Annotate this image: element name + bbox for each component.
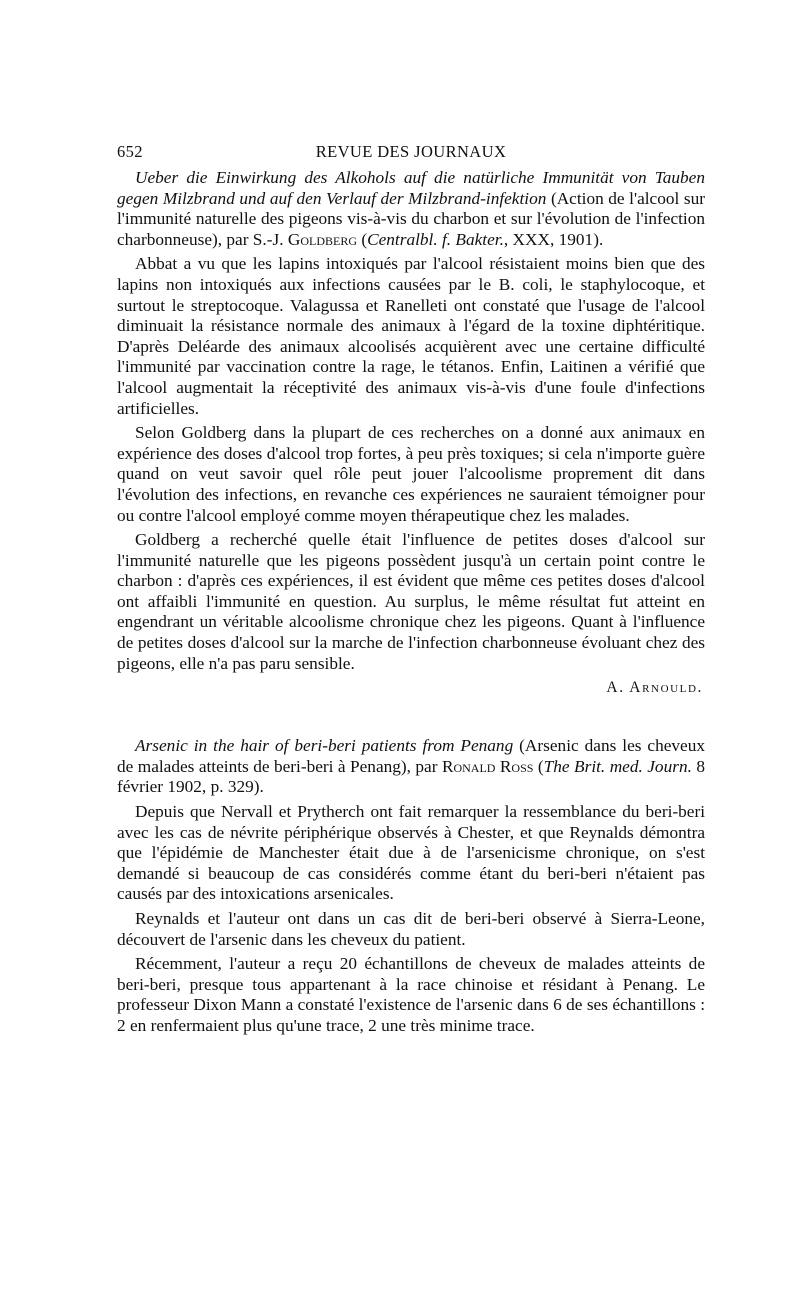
article-title-translation: (Action de l'alcool sur l'immunité naturelle des pigeons vis-à-vis du charbon et sur l'évolution de l'infection charbonneuse), par	[117, 188, 705, 249]
body-paragraph: Abbat a vu que les lapins intoxiqués par l'alcool résistaient moins bien que des lapins non intoxiqués aux infections causées par le B. coli, le staphylocoque, et surtout le streptocoque. Valagussa et Ranelleti ont constaté que l'usage de l'alcool diminuait la résistance normale des animaux à l'égard de la toxine diphtéritique. D'après Deléarde des animaux alcoolisés acquièrent avec une certaine difficulté l'immunité par vaccination contre la rage, le tétanos. Enfin, Laitinen a vérifié que l'alcool augmentait la réceptivité des animaux vis-à-vis d'une foule d'infections artificielles.	[117, 254, 705, 418]
body-paragraph: Depuis que Nervall et Prytherch ont fait remarquer la ressemblance du beri-beri avec les cas de névrite périphérique observés à Chester, et que Reynalds démontra que l'épidémie de Manchester était due à de l'arsenicisme chronique, on s'est demandé si beaucoup de cas considérés comme étant du beri-beri n'étaient pas causés par des intoxications arsenicales.	[117, 802, 705, 904]
source-details: , XXX, 1901).	[503, 229, 604, 249]
article-citation	[117, 736, 705, 798]
body-paragraph: Selon Goldberg dans la plupart de ces recherches on a donné aux animaux en expérience des doses d'alcool trop fortes, à peu près toxiques; si cela n'importe guère quand on veut savoir quel rôle peut jouer l'alcoolisme proprement dit dans l'évolution des infections, en revanche ces expériences ne sauraient témoigner pour ou contre l'alcool employé comme moyen thérapeutique chez les malades.	[117, 423, 705, 525]
body-paragraph: Récemment, l'auteur a reçu 20 échantillons de cheveux de malades atteints de beri-beri, presque tous appartenant à la race chinoise et résidant à Penang. Le professeur Dixon Mann a constaté l'existence de l'arsenic dans 6 de ses échantillons : 2 en renfermaient plus qu'une trace, 2 une très minime trace.	[117, 954, 705, 1035]
body-paragraph: Reynalds et l'auteur ont dans un cas dit de beri-beri observé à Sierra-Leone, découvert de l'arsenic dans les cheveux du patient.	[117, 909, 705, 949]
article-separator	[117, 698, 705, 736]
source-open: (	[533, 756, 544, 776]
article-arsenic-beriberi	[117, 736, 705, 1036]
author-name: Goldberg	[287, 229, 358, 249]
source-journal: The Brit. med. Journ.	[543, 756, 692, 776]
body-paragraph: Goldberg a recherché quelle était l'influence de petites doses d'alcool sur l'immunité naturelle que les pigeons possèdent jusqu'à un certain point contre le charbon : d'après ces expériences, il est évident que même ces petites doses d'alcool ont affaibli l'immunité en question. Au surplus, le même résultat fut atteint en engendrant un véritable alcoolisme chronique chez les pigeons. Quant à l'influence de petites doses d'alcool sur la marche de l'infection charbonneuse évoluant chez des pigeons, elle n'a pas paru sensible.	[117, 530, 705, 673]
article-title-original: Arsenic in the hair of beri-beri patients from Penang	[135, 736, 514, 756]
source-journal: Centralbl. f. Bakter.	[367, 229, 504, 249]
article-title-original: Ueber die Einwirkung des Alkohols auf die natürliche Immunität von Tauben gegen Milzbrand und auf den Verlauf der Milzbrand-infektion	[117, 168, 705, 208]
running-head	[117, 142, 705, 168]
article-alcohol-immunity	[117, 168, 705, 698]
page-number: 652	[117, 142, 143, 161]
article-title-translation: (Arsenic dans les cheveux de malades atteints de beri-beri à Penang), par	[117, 736, 705, 776]
source-open: (	[357, 229, 368, 249]
journal-page	[117, 142, 705, 1037]
author-name: Ronald Ross	[441, 756, 534, 776]
author-initials: S.-J.	[252, 229, 288, 249]
article-citation	[117, 168, 705, 250]
source-details: 8 février 1902, p. 329).	[117, 756, 705, 797]
review-author-signature: A. Arnould.	[606, 679, 703, 697]
journal-title: REVUE DES JOURNAUX	[315, 142, 507, 161]
